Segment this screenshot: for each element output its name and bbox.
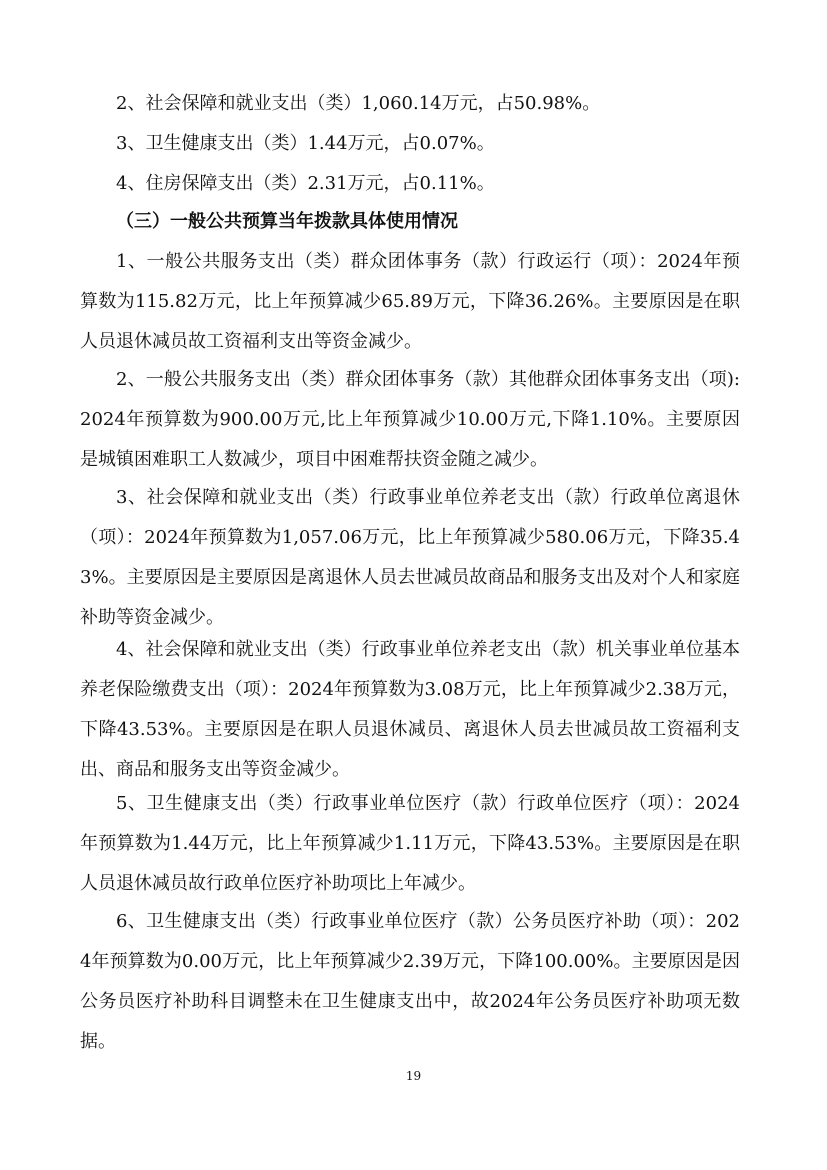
- paragraph-item-6: 6、卫生健康支出（类）行政事业单位医疗（款）公务员医疗补助（项）：2024年预算数为0.00万元，比上年预算减少2.39万元，下降100.00%。主要原因是因公务员医疗补助科目调整未在卫生健康支出中，故2024年公务员医疗补助项无数据。: [80, 911, 740, 1052]
- section-heading: （三）一般公共预算当年拨款具体使用情况: [116, 211, 458, 232]
- page-number: 19: [405, 1069, 422, 1083]
- paragraph-item-2: 2、一般公共服务支出（类）群众团体事务（款）其他群众团体事务支出（项):2024年预算数为900.00万元,比上年预算减少10.00万元,下降1.10%。主要原因是城镇困难职工人数减少，项目中困难帮扶资金随之减少。: [80, 369, 740, 470]
- paragraph-housing-total: 4、住房保障支出（类）2.31万元，占0.11%。: [116, 173, 495, 194]
- paragraph-item-5: 5、卫生健康支出（类）行政事业单位医疗（款）行政单位医疗（项）：2024年预算数为1.44万元，比上年预算减少1.11万元，下降43.53%。主要原因是在职人员退休减员故行政单位医疗补助项比上年减少。: [80, 793, 740, 894]
- paragraph-item-3: 3、社会保障和就业支出（类）行政事业单位养老支出（款）行政单位离退休（项）：2024年预算数为1,057.06万元，比上年预算减少580.06万元，下降35.43%。主要原因是主要原因是离退休人员去世减员故商品和服务支出及对个人和家庭补助等资金减少。: [80, 487, 740, 628]
- paragraph-health-total: 3、卫生健康支出（类）1.44万元，占0.07%。: [116, 133, 495, 154]
- paragraph-item-1: 1、一般公共服务支出（类）群众团体事务（款）行政运行（项）：2024年预算数为115.82万元，比上年预算减少65.89万元，下降36.26%。主要原因是在职人员退休减员故工资福利支出等资金减少。: [80, 251, 740, 352]
- paragraph-item-4: 4、社会保障和就业支出（类）行政事业单位养老支出（款）机关事业单位基本养老保险缴费支出（项）：2024年预算数为3.08万元，比上年预算减少2.38万元，下降43.53%。主要原因是在职人员退休减员、离退休人员去世减员故工资福利支出、商品和服务支出等资金减少。: [80, 639, 740, 780]
- paragraph-social-security-total: 2、社会保障和就业支出（类）1,060.14万元，占50.98%。: [116, 93, 601, 114]
